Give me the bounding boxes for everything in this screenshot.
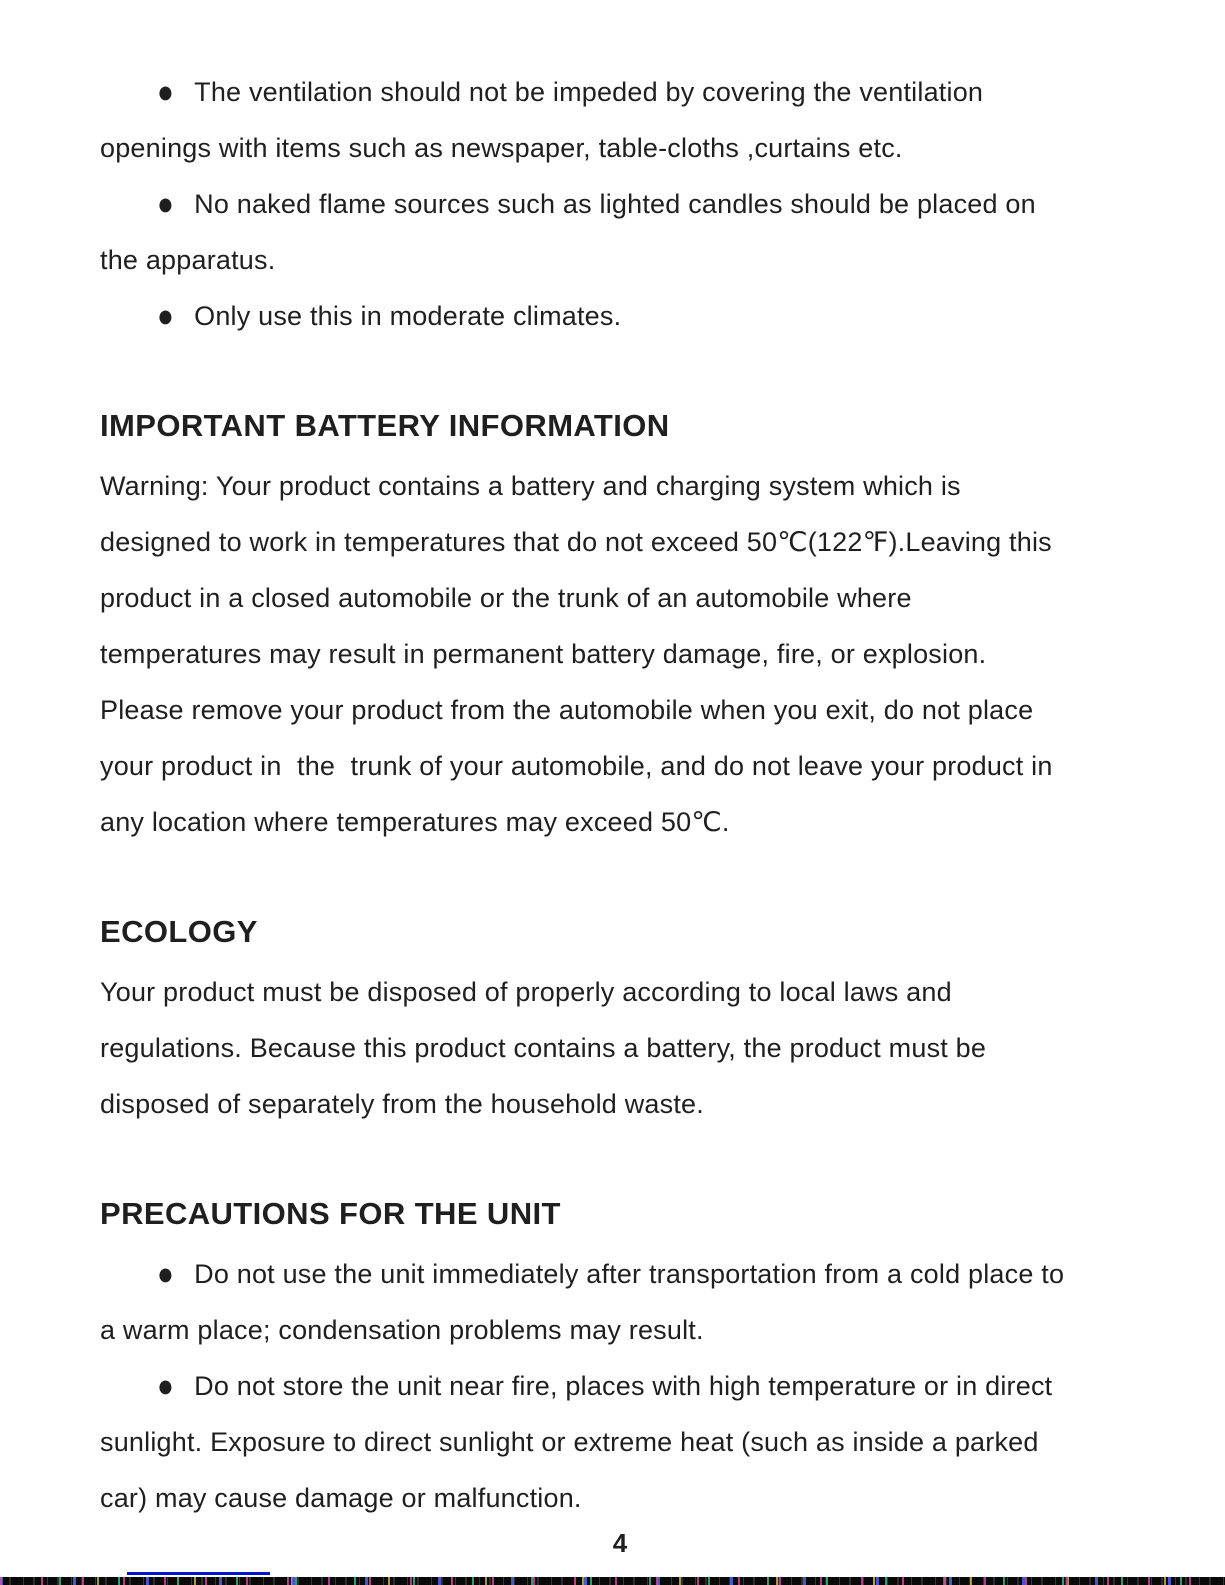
body-line: your product in the trunk of your automobile, and do not leave your product in <box>100 751 1053 781</box>
bullet-text-continuation: openings with items such as newspaper, table-cloths ,curtains etc. <box>100 133 903 163</box>
section-heading-ecology: ECOLOGY <box>100 914 258 949</box>
bullet-text-continuation: the apparatus. <box>100 245 276 275</box>
bullet-item-cold-place <box>100 1246 1140 1302</box>
bullet-icon: ● <box>157 297 175 334</box>
body-line: designed to work in temperatures that do not exceed 50℃(122℉).Leaving this <box>100 527 1052 557</box>
bullet-item-naked-flame <box>100 176 1140 232</box>
bullet-item-store-near-fire <box>100 1358 1140 1414</box>
body-line: any location where temperatures may exceed 50℃. <box>100 807 730 837</box>
page-content <box>100 64 1140 1560</box>
bullet-icon: ● <box>157 1255 175 1292</box>
bullet-text: Only use this in moderate climates. <box>194 301 622 331</box>
bullet-text-continuation: sunlight. Exposure to direct sunlight or extreme heat (such as inside a parked <box>100 1427 1039 1457</box>
bullet-icon: ● <box>157 185 175 222</box>
body-line: Your product must be disposed of properly according to local laws and <box>100 977 952 1007</box>
bullet-icon: ● <box>157 73 175 110</box>
bullet-text-continuation: car) may cause damage or malfunction. <box>100 1483 582 1513</box>
bullet-text: No naked flame sources such as lighted candles should be placed on <box>194 189 1036 219</box>
section-heading-battery: IMPORTANT BATTERY INFORMATION <box>100 408 670 443</box>
bullet-text: The ventilation should not be impeded by covering the ventilation <box>194 77 984 107</box>
bullet-item-moderate-climates <box>100 288 1140 344</box>
body-line: regulations. Because this product contains a battery, the product must be <box>100 1033 987 1063</box>
section-heading-precautions: PRECAUTIONS FOR THE UNIT <box>100 1196 561 1231</box>
body-line: product in a closed automobile or the trunk of an automobile where <box>100 583 912 613</box>
body-line: Warning: Your product contains a battery and charging system which is <box>100 471 961 501</box>
bullet-item-ventilation <box>100 64 1140 120</box>
bullet-text: Do not use the unit immediately after transportation from a cold place to <box>194 1259 1065 1289</box>
body-line: temperatures may result in permanent battery damage, fire, or explosion. <box>100 639 987 669</box>
bullet-text: Do not store the unit near fire, places with high temperature or in direct <box>194 1371 1053 1401</box>
body-line: disposed of separately from the household waste. <box>100 1089 704 1119</box>
body-line: Please remove your product from the automobile when you exit, do not place <box>100 695 1034 725</box>
page-number: 4 <box>612 1528 628 1558</box>
footer-blue-line <box>127 1572 270 1575</box>
bullet-icon: ● <box>157 1367 175 1404</box>
scan-artifact-bar <box>0 1577 1225 1585</box>
bullet-text-continuation: a warm place; condensation problems may result. <box>100 1315 704 1345</box>
